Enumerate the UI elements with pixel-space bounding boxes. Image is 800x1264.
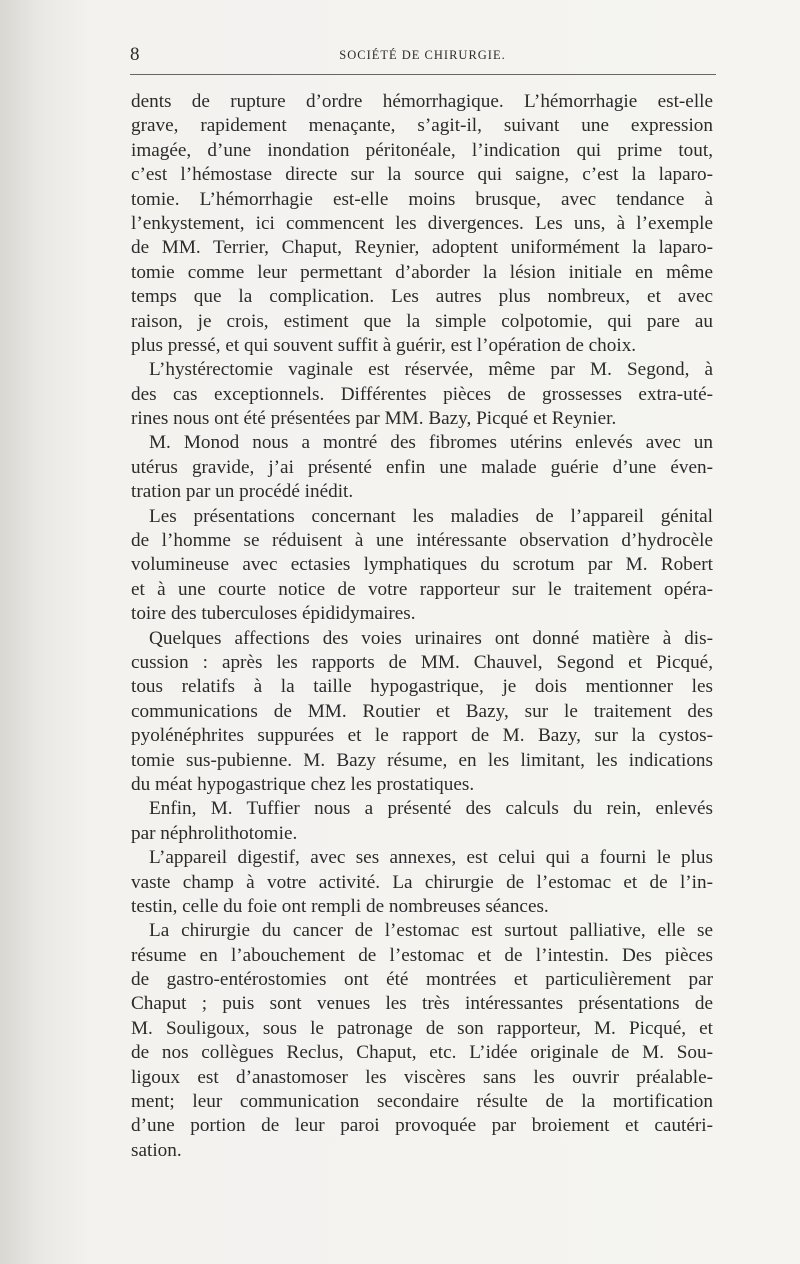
paragraph [131, 90, 713, 358]
text-line: testin, celle du foie ont rempli de nombreuses séances. [131, 895, 549, 917]
text-line: c’est l’hémostase directe sur la source qui saigne, c’est la laparo- [131, 164, 713, 186]
text-line: de gastro-entérostomies ont été montrées et particulièrement par [131, 969, 713, 991]
paragraph [131, 846, 713, 919]
text-line: Quelques affections des voies urinaires ont donné matière à dis- [149, 627, 713, 649]
text-line: L’appareil digestif, avec ses annexes, est celui qui a fourni le plus [149, 847, 713, 869]
text-line: tration par un procédé inédit. [131, 481, 354, 503]
text-line: de nos collègues Reclus, Chaput, etc. L’idée originale de M. Sou- [131, 1042, 713, 1064]
text-line: de MM. Terrier, Chaput, Reynier, adoptent uniformément la laparo- [131, 237, 713, 259]
text-line: sation. [131, 1139, 182, 1161]
text-line: d’une portion de leur paroi provoquée par broiement et cautéri- [131, 1115, 713, 1137]
text-line: raison, je crois, estiment que la simple colpotomie, qui pare au [131, 310, 713, 332]
text-line: par néphrolithotomie. [131, 822, 298, 844]
text-line: tomie sus-pubienne. M. Bazy résume, en les limitant, les indications [131, 749, 713, 771]
paragraph [131, 797, 713, 846]
text-line: rines nous ont été présentées par MM. Bazy, Picqué et Reynier. [131, 408, 617, 430]
text-line: ment; leur communication secondaire résulte de la mortification [131, 1091, 713, 1113]
text-line: ligoux est d’anastomoser les viscères sans les ouvrir préalable- [131, 1066, 713, 1088]
text-line: Enfin, M. Tuffier nous a présenté des calculs du rein, enlevés [149, 798, 713, 820]
text-line: tomie. L’hémorrhagie est-elle moins brusque, avec tendance à [131, 188, 713, 210]
page-header [130, 44, 715, 68]
text-line: L’hystérectomie vaginale est réservée, même par M. Segond, à [149, 359, 713, 381]
paragraph [131, 505, 713, 627]
text-line: pyolénéphrites suppurées et le rapport de M. Bazy, sur la cystos- [131, 725, 713, 747]
paragraph [131, 358, 713, 431]
paragraph [131, 627, 713, 798]
text-line: grave, rapidement menaçante, s’agit-il, suivant une expression [131, 115, 713, 137]
running-title: SOCIÉTÉ DE CHIRURGIE. [339, 48, 506, 62]
text-line: imagée, d’une inondation péritonéale, l’indication qui prime tout, [131, 139, 713, 161]
text-line: l’enkystement, ici commencent les divergences. Les uns, à l’exemple [131, 212, 713, 234]
text-line: La chirurgie du cancer de l’estomac est surtout palliative, elle se [149, 920, 713, 942]
text-line: temps que la complication. Les autres plus nombreux, et avec [131, 286, 713, 308]
header-rule [130, 74, 716, 75]
text-line: vaste champ à votre activité. La chirurgie de l’estomac et de l’in- [131, 871, 713, 893]
text-line: plus pressé, et qui souvent suffit à guérir, est l’opération de choix. [131, 334, 637, 356]
text-line: communications de MM. Routier et Bazy, sur le traitement des [131, 700, 713, 722]
text-line: volumineuse avec ectasies lymphatiques du scrotum par M. Robert [131, 554, 713, 576]
text-line: tous relatifs à la taille hypogastrique, je dois mentionner les [131, 676, 713, 698]
text-line: et à une courte notice de votre rapporteur sur le traitement opéra- [131, 578, 713, 600]
text-line: M. Monod nous a montré des fibromes utérins enlevés avec un [149, 432, 713, 454]
text-line: résume en l’abouchement de l’estomac et de l’intestin. Des pièces [131, 944, 713, 966]
page-number: 8 [130, 44, 140, 65]
text-line: des cas exceptionnels. Différentes pièces de grossesses extra-uté- [131, 383, 713, 405]
text-line: M. Souligoux, sous le patronage de son rapporteur, M. Picqué, et [131, 1017, 713, 1039]
body-text [131, 90, 713, 1163]
text-line: utérus gravide, j’ai présenté enfin une malade guérie d’une éven- [131, 456, 713, 478]
text-line: cussion : après les rapports de MM. Chauvel, Segond et Picqué, [131, 651, 713, 673]
text-line: Les présentations concernant les maladies de l’appareil génital [149, 505, 713, 527]
text-line: de l’homme se réduisent à une intéressante observation d’hydrocèle [131, 530, 713, 552]
text-line: dents de rupture d’ordre hémorrhagique. L’hémorrhagie est-elle [131, 91, 713, 112]
text-line: du méat hypogastrique chez les prostatiques. [131, 773, 475, 795]
paragraph [131, 919, 713, 1163]
text-line: Chaput ; puis sont venues les très intéressantes présentations de [131, 993, 713, 1015]
paragraph [131, 431, 713, 504]
text-line: toire des tuberculoses épididymaires. [131, 603, 416, 625]
text-line: tomie comme leur permettant d’aborder la lésion initiale en même [131, 261, 713, 283]
